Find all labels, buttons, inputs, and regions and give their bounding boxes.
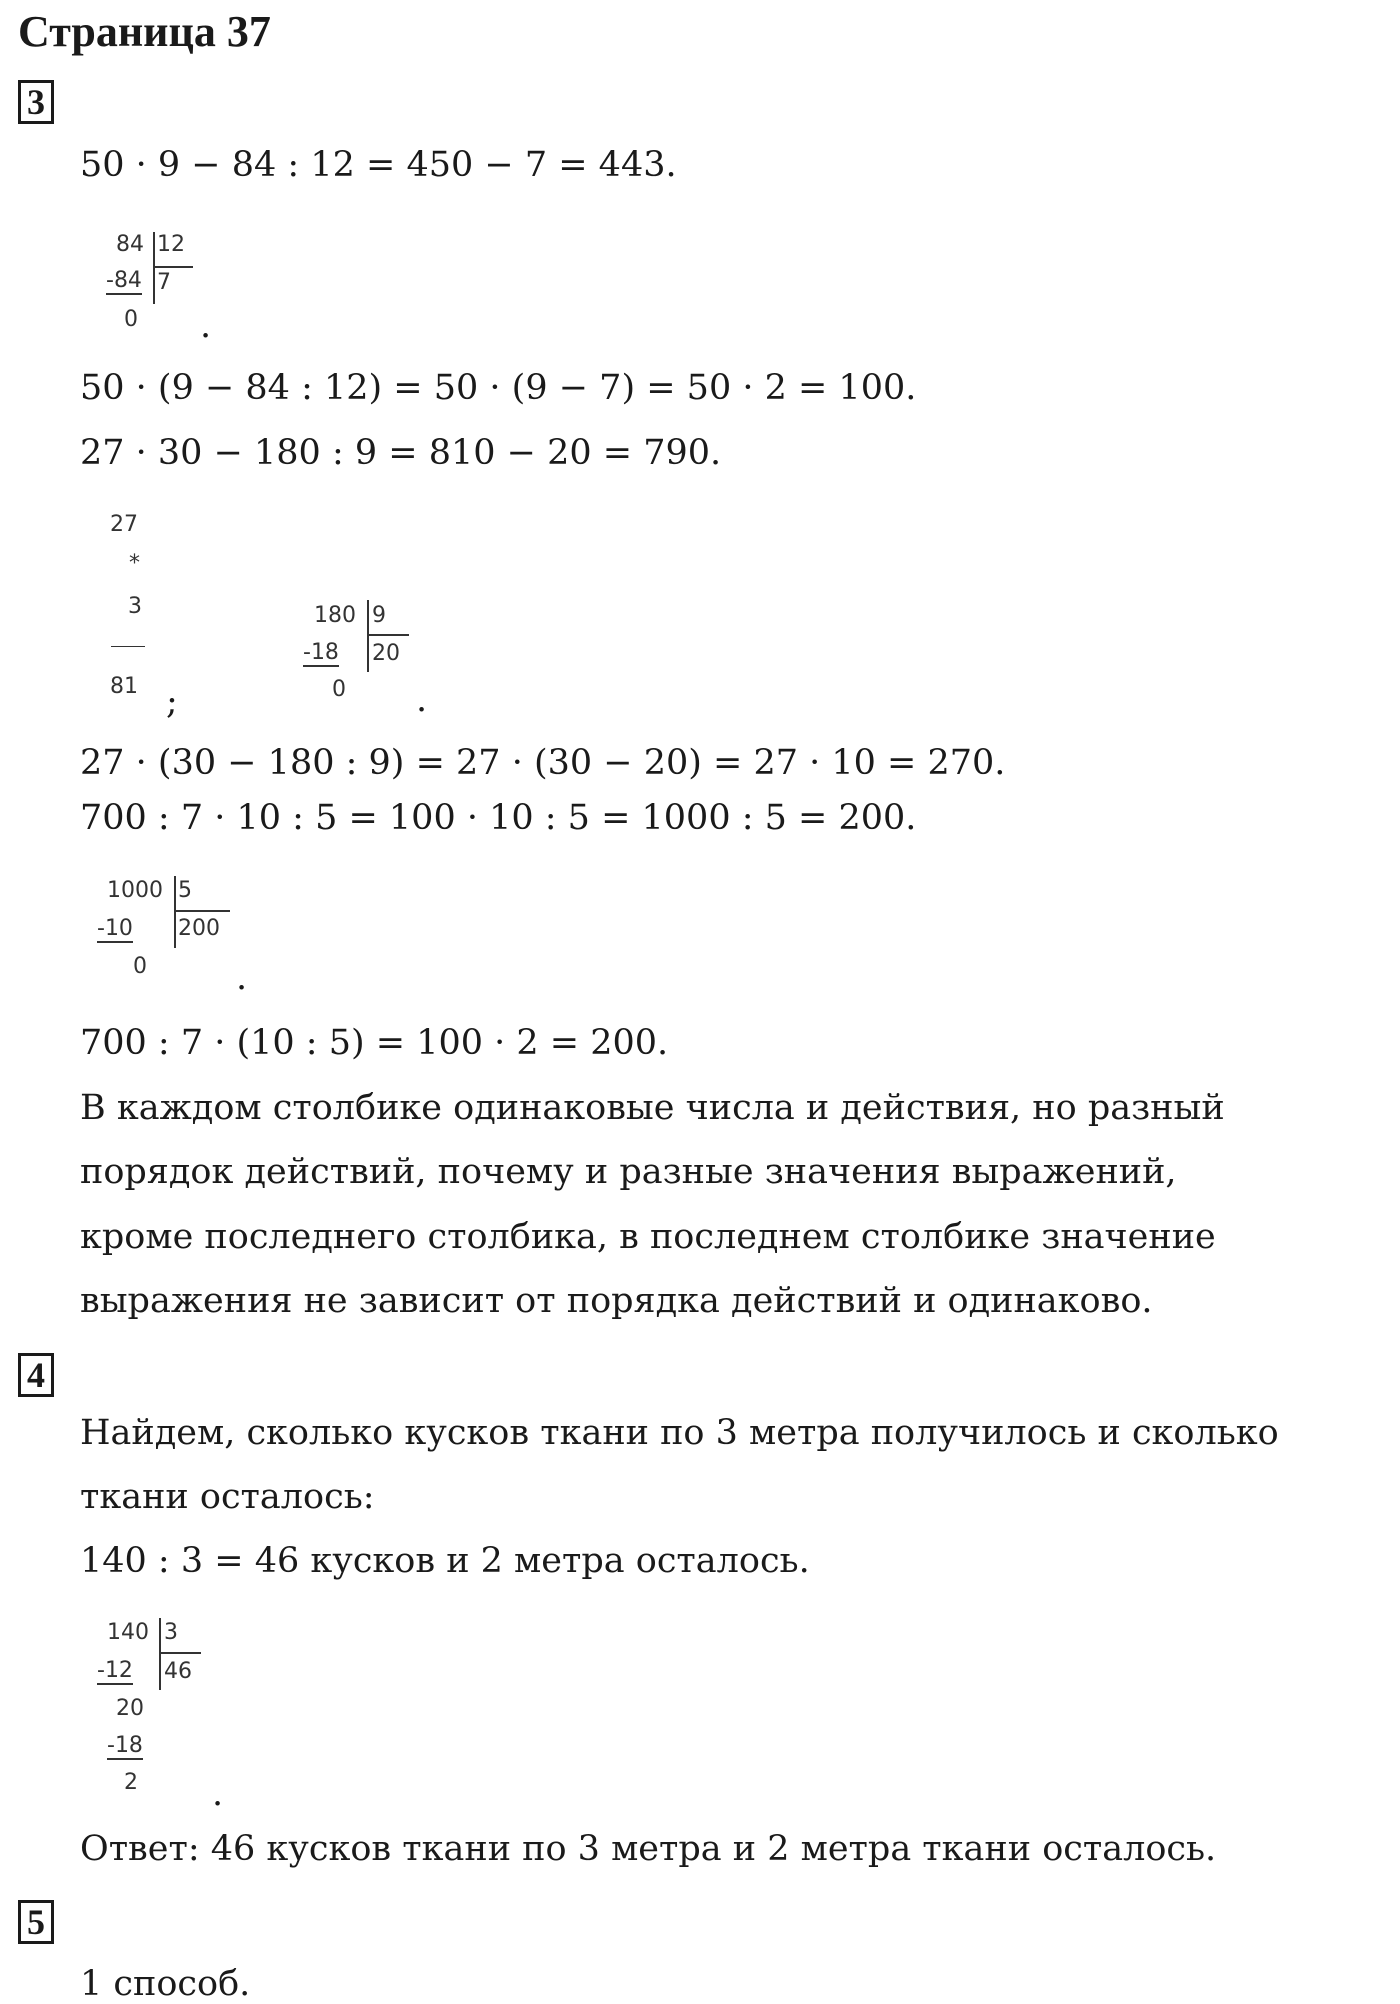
remainder: 2: [124, 1770, 138, 1795]
expression-line: 27 · (30 − 180 : 9) = 27 · (30 − 20) = 27 · 10 = 270.: [80, 743, 1006, 783]
punctuation: .: [236, 958, 248, 998]
quotient-line: [159, 1652, 201, 1654]
product: 81: [110, 674, 138, 699]
task-number-3: 3: [18, 80, 54, 124]
division-bar: [153, 232, 155, 304]
dividend: 140: [107, 1620, 149, 1645]
conclusion-text: В каждом столбике одинаковые числа и действия, но разный: [80, 1088, 1225, 1128]
remainder: 0: [133, 954, 147, 979]
division-bar: [174, 876, 176, 948]
expression-line: 50 · 9 − 84 : 12 = 450 − 7 = 443.: [80, 145, 677, 185]
dividend: 1000: [107, 878, 163, 903]
conclusion-text: кроме последнего столбика, в последнем столбике значение: [80, 1217, 1216, 1257]
quotient-line: [174, 910, 230, 912]
quotient-line: [153, 266, 193, 268]
remainder: 0: [332, 677, 346, 702]
remainder: 0: [124, 307, 138, 332]
punctuation: .: [212, 1774, 224, 1814]
dividend: 180: [314, 603, 356, 628]
subtrahend: -12: [97, 1658, 133, 1683]
division-bar: [367, 600, 369, 672]
conclusion-text: выражения не зависит от порядка действий и одинаково.: [80, 1281, 1153, 1321]
task-number-5: 5: [18, 1900, 54, 1944]
divisor: 9: [372, 603, 386, 628]
expression-line: 50 · (9 − 84 : 12) = 50 · (9 − 7) = 50 · 2 = 100.: [80, 368, 917, 408]
dividend: 84: [116, 232, 144, 257]
quotient: 46: [164, 1659, 192, 1684]
factor: 3: [128, 594, 142, 619]
conclusion-text: порядок действий, почему и разные значения выражений,: [80, 1152, 1177, 1192]
quotient-line: [367, 634, 409, 636]
divisor: 3: [164, 1620, 178, 1645]
answer-text: Ответ: 46 кусков ткани по 3 метра и 2 метра ткани осталось.: [80, 1829, 1217, 1869]
result-line: [111, 646, 145, 647]
task-text: ткани осталось:: [80, 1477, 375, 1517]
quotient: 200: [178, 916, 220, 941]
punctuation: .: [416, 680, 428, 720]
divisor: 5: [178, 878, 192, 903]
punctuation: .: [200, 306, 212, 346]
quotient: 7: [157, 270, 171, 295]
subtrahend: -10: [97, 916, 133, 941]
partial-remainder: 20: [116, 1696, 144, 1721]
expression-line: 27 · 30 − 180 : 9 = 810 − 20 = 790.: [80, 433, 722, 473]
factor: 27: [110, 512, 138, 537]
expression-line: 700 : 7 · 10 : 5 = 100 · 10 : 5 = 1000 : 5 = 200.: [80, 798, 917, 838]
divisor: 12: [157, 232, 185, 257]
quotient: 20: [372, 641, 400, 666]
task-text: 1 способ.: [80, 1964, 251, 2004]
division-bar: [159, 1618, 161, 1690]
task-text: Найдем, сколько кусков ткани по 3 метра получилось и сколько: [80, 1413, 1279, 1453]
punctuation: ;: [166, 682, 178, 722]
expression-line: 700 : 7 · (10 : 5) = 100 · 2 = 200.: [80, 1023, 669, 1063]
subtrahend: -18: [303, 640, 339, 665]
subtrahend: -18: [107, 1733, 143, 1758]
operator: *: [129, 551, 140, 576]
task-number-4: 4: [18, 1353, 54, 1397]
subtrahend: -84: [106, 268, 142, 293]
expression-line: 140 : 3 = 46 кусков и 2 метра осталось.: [80, 1541, 810, 1581]
page-title: Страница 37: [18, 7, 271, 56]
